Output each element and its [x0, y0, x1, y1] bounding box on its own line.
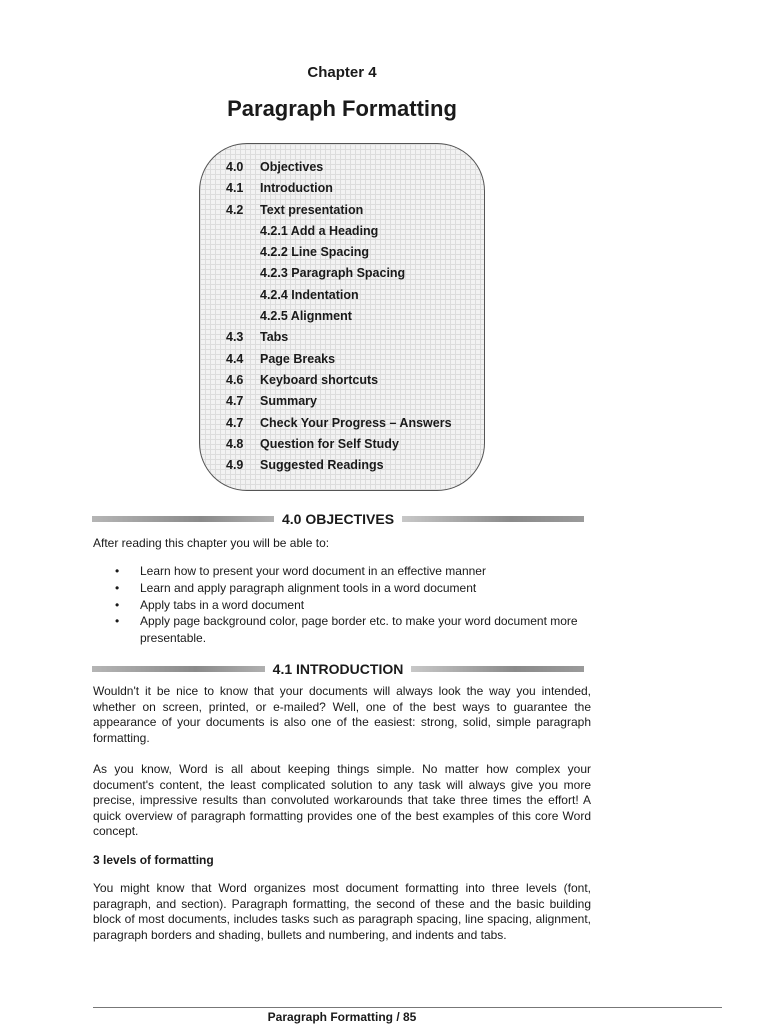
objectives-list — [115, 563, 591, 647]
subheading: 3 levels of formatting — [93, 853, 214, 867]
bullet-icon: • — [115, 597, 120, 612]
toc-number: 4.2 — [226, 202, 244, 217]
toc-title: Page Breaks — [260, 351, 336, 366]
section-heading-objectives — [92, 510, 584, 528]
objective-item — [115, 580, 591, 597]
contents-list — [226, 157, 452, 476]
toc-title: Check Your Progress – Answers — [260, 415, 452, 430]
objective-text: Apply tabs in a word document — [140, 597, 305, 612]
heading-rule-right — [411, 666, 584, 672]
toc-title: Introduction — [260, 181, 333, 196]
toc-number — [226, 263, 260, 284]
toc-number: 4.4 — [226, 351, 244, 366]
toc-item — [226, 200, 452, 221]
toc-number: 4.8 — [226, 436, 244, 451]
toc-subitem — [226, 285, 452, 306]
toc-number — [226, 306, 260, 327]
objectives-intro: After reading this chapter you will be able to: — [93, 536, 330, 550]
toc-item — [226, 434, 452, 455]
toc-title: Summary — [260, 394, 317, 409]
toc-subitem — [226, 306, 452, 327]
section-heading-introduction — [92, 660, 584, 678]
bullet-icon: • — [115, 614, 120, 629]
heading-rule-left — [92, 516, 274, 522]
toc-title: 4.2.2 Line Spacing — [260, 245, 370, 260]
bullet-icon: • — [115, 564, 120, 578]
objective-text: Learn and apply paragraph alignment tools in a word document — [140, 580, 477, 595]
section-title: 4.0 OBJECTIVES — [281, 511, 395, 527]
intro-paragraph-2: As you know, Word is all about keeping things simple. No matter how complex your document's content, the least complicated solution to any task will always give you more precise, impressive results than convoluted workarounds that take three times the effort! A quick overview of paragraph formatting provides one of the best examples of this core Word concept. — [93, 762, 591, 839]
toc-subitem — [226, 221, 452, 242]
toc-number — [226, 221, 260, 242]
toc-item — [226, 455, 452, 476]
objective-item — [115, 597, 591, 614]
section-title: 4.1 INTRODUCTION — [272, 661, 404, 677]
toc-item — [226, 178, 452, 199]
toc-number: 4.9 — [226, 458, 244, 473]
toc-title: 4.2.4 Indentation — [260, 287, 359, 302]
toc-title: Objectives — [260, 160, 324, 174]
intro-paragraph-3: You might know that Word organizes most document formatting into three levels (font, paragraph, and section). Paragraph formatting, the second of these and the basic building block of most documents, includes tasks such as paragraph spacing, line spacing, alignment, paragraph borders and shading, bullets and numbering, and indents and tabs. — [93, 881, 591, 942]
footer-divider — [93, 1007, 722, 1008]
toc-number: 4.3 — [226, 330, 244, 345]
toc-subitem — [226, 242, 452, 263]
objective-text: Apply page background color, page border etc. to make your word document more presentable. — [140, 614, 578, 646]
toc-number — [226, 285, 260, 306]
objective-item — [115, 563, 591, 580]
objective-text: Learn how to present your word document in an effective manner — [140, 564, 486, 578]
toc-title: Question for Self Study — [260, 436, 399, 451]
toc-number: 4.0 — [226, 160, 244, 174]
toc-title: Tabs — [260, 330, 289, 345]
heading-rule-left — [92, 666, 265, 672]
toc-number: 4.7 — [226, 394, 244, 409]
toc-title: Suggested Readings — [260, 458, 384, 473]
toc-number: 4.1 — [226, 181, 244, 196]
toc-title: 4.2.1 Add a Heading — [260, 223, 379, 238]
toc-title: 4.2.5 Alignment — [260, 309, 352, 324]
toc-item — [226, 349, 452, 370]
toc-item — [226, 413, 452, 434]
toc-item — [226, 157, 452, 178]
intro-paragraph-1: Wouldn't it be nice to know that your documents will always look the way you intended, whether on screen, printed, or e-mailed? Well, one of the best ways to guarantee the appearance of your documents is also one of the easiest: strong, solid, simple paragraph formatting. — [93, 684, 591, 745]
toc-number — [226, 242, 260, 263]
toc-item — [226, 370, 452, 391]
bullet-icon: • — [115, 580, 120, 595]
page-title: Paragraph Formatting — [227, 96, 457, 121]
page-footer: Paragraph Formatting / 85 — [267, 1010, 417, 1024]
toc-title: Text presentation — [260, 202, 364, 217]
objective-item — [115, 613, 591, 647]
toc-title: 4.2.3 Paragraph Spacing — [260, 266, 406, 281]
toc-number: 4.7 — [226, 415, 244, 430]
toc-item — [226, 327, 452, 348]
toc-number: 4.6 — [226, 372, 244, 387]
heading-rule-right — [402, 516, 584, 522]
toc-subitem — [226, 263, 452, 284]
chapter-label: Chapter 4 — [307, 64, 377, 81]
toc-item — [226, 391, 452, 412]
toc-title: Keyboard shortcuts — [260, 372, 379, 387]
